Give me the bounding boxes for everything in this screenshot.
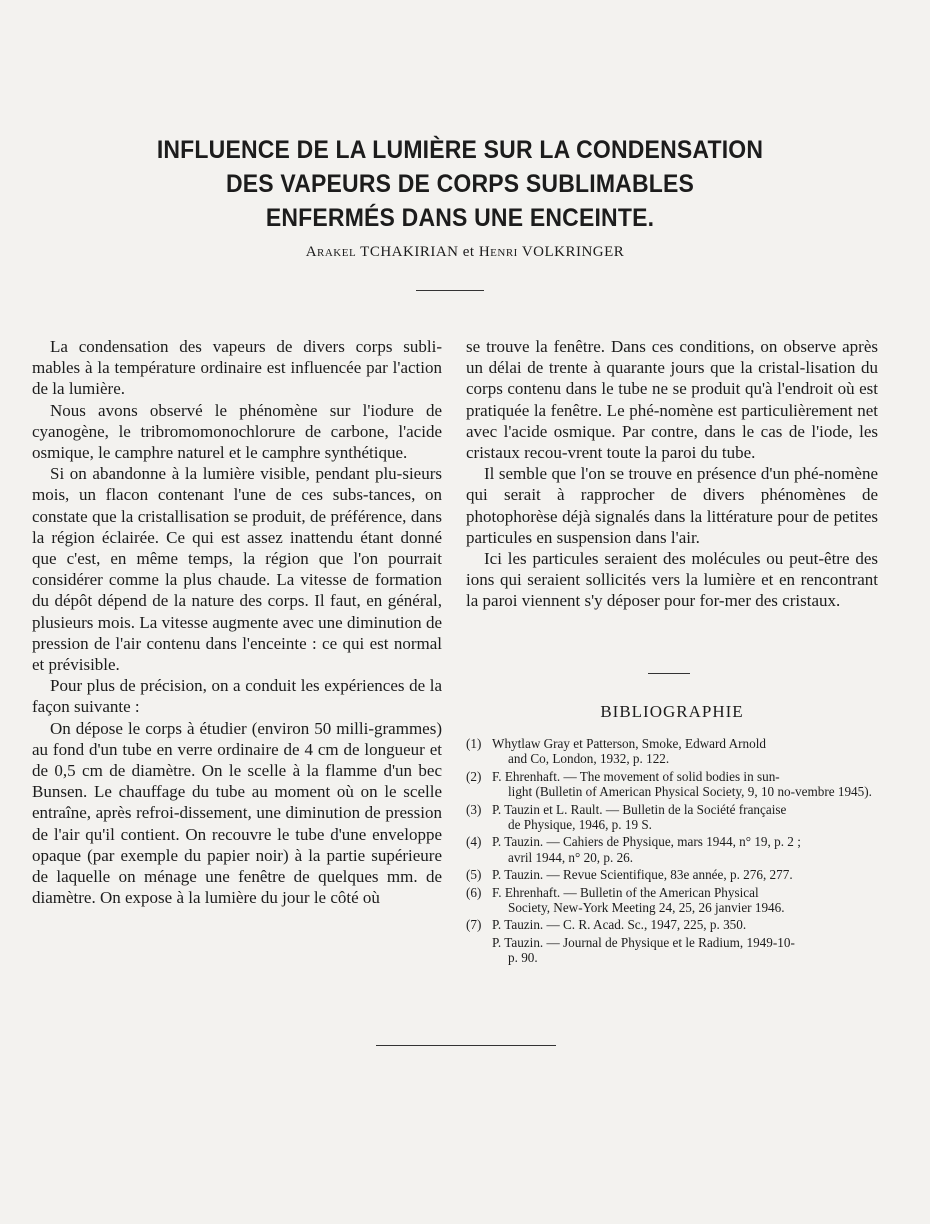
entry-text: P. Tauzin. — Revue Scientifique, 83e année, p. 276, 277.: [492, 867, 793, 883]
paragraph: se trouve la fenêtre. Dans ces conditions, on observe après un délai de trente à quarante jours que la cristal-lisation du corps contenu dans le tube ne se produit qu'à l'endroit où est pratiquée la fenêtre. Le phé-nomène est particulièrement net avec l'acide osmique. Par contre, dans le cas de l'iode, les cristaux recou-vrent toute la paroi du tube.: [466, 337, 878, 463]
author-conjunction: et: [462, 244, 475, 260]
entry-number: [466, 935, 492, 966]
paragraph: La condensation des vapeurs de divers corps subli-mables à la température ordinaire est influencée par l'action de la lumière.: [32, 337, 442, 399]
author-1-given-name: Arakel: [305, 244, 357, 260]
entry-text: P. Tauzin. — Journal de Physique et le Radium, 1949-10-: [492, 934, 795, 950]
entry-text: Whytlaw Gray et Patterson, Smoke, Edward Arnold: [492, 736, 766, 751]
entry-text-cont: de Physique, 1946, p. 19 S.: [508, 817, 652, 833]
entry-text-cont: and Co, London, 1932, p. 122.: [508, 751, 670, 767]
bibliography-entry: [466, 802, 880, 833]
author-line: [0, 244, 930, 261]
paragraph: Ici les particules seraient des molécules ou peut-être des ions qui seraient sollicités vers la lumière et en rencontrant la paroi viennent s'y déposer pour for-mer des cristaux.: [466, 549, 878, 611]
entry-number: (1): [466, 736, 482, 751]
bibliography-heading: BIBLIOGRAPHIE: [600, 702, 744, 721]
author-2-given-name: Henri: [478, 244, 518, 260]
bibliography-entry: [466, 834, 880, 865]
article-title: [92, 133, 828, 235]
entry-text-cont: p. 90.: [508, 950, 538, 966]
entry-number: (7): [466, 917, 482, 933]
section-divider: [648, 673, 690, 674]
bibliography-entry: [466, 885, 880, 916]
title-divider: [416, 290, 484, 291]
paragraph: Pour plus de précision, on a conduit les expériences de la façon suivante :: [32, 676, 442, 717]
entry-text-cont: light (Bulletin of American Physical Society, 9, 10 no-vembre 1945).: [508, 784, 872, 800]
entry-number: (6): [466, 884, 482, 900]
bibliography-list: [466, 736, 880, 968]
bibliography-entry: [466, 917, 880, 932]
title-line-3: ENFERMÉS DANS UNE ENCEINTE.: [265, 204, 655, 232]
paragraph: Si on abandonne à la lumière visible, pendant plu-sieurs mois, un flacon contenant l'une de ces subs-tances, on constate que la cristallisation se produit, de préférence, dans la région éclairée. Ce qui est assez inattendu étant donné que c'est, en même temps, la région que l'on pourrait considérer comme la plus chaude. La vitesse de formation du dépôt dépend de la nature des corps. Il faut, en général, plusieurs mois. La vitesse augmente avec une diminution de pression de l'air contenu dans l'enceinte : ce qui est normal et prévisible.: [32, 464, 442, 675]
entry-text: F. Ehrenhaft. — The movement of solid bodies in sun-: [492, 768, 780, 784]
entry-text-cont: Society, New-York Meeting 24, 25, 26 janvier 1946.: [508, 900, 785, 916]
entry-number: (4): [466, 834, 482, 850]
entry-number: (2): [466, 768, 482, 784]
title-line-1: INFLUENCE DE LA LUMIÈRE SUR LA CONDENSATION: [156, 136, 764, 164]
entry-text: P. Tauzin et L. Rault. — Bulletin de la Société française: [492, 801, 787, 817]
right-column: [466, 336, 878, 612]
entry-text: P. Tauzin. — Cahiers de Physique, mars 1944, n° 19, p. 2 ;: [492, 834, 801, 850]
paragraph: On dépose le corps à étudier (environ 50 milli-grammes) au fond d'un tube en verre ordinaire de 4 cm de longueur et de 0,5 cm de diamètre. On le scelle à la flamme d'un bec Bunsen. Le chauffage du tube au moment où on le scelle entraîne, après refroi-dissement, une diminution de pression de l'air qu'il contient. On recouvre le tube d'une enveloppe opaque (par exemple du papier noir) à la partie supérieure de laquelle on ménage une fenêtre de quelques mm. de diamètre. On expose à la lumière du jour le côté où: [32, 718, 442, 908]
entry-text: F. Ehrenhaft. — Bulletin of the American Physical: [492, 884, 759, 900]
paragraph: Il semble que l'on se trouve en présence d'un phé-nomène qui serait à rapprocher de divers phénomènes de photophorèse déjà signalés dans la littérature pour de petites particules en suspension dans l'air.: [466, 464, 878, 547]
author-1-family-name: TCHAKIRIAN: [360, 244, 459, 260]
bibliography-entry: [466, 867, 880, 882]
title-line-2: DES VAPEURS DE CORPS SUBLIMABLES: [225, 170, 695, 198]
bibliography-entry: [466, 769, 880, 800]
left-column: [32, 336, 442, 908]
end-divider: [376, 1045, 556, 1046]
entry-text: P. Tauzin. — C. R. Acad. Sc., 1947, 225, p. 350.: [492, 917, 747, 933]
entry-number: (3): [466, 801, 482, 817]
entry-number: (5): [466, 867, 482, 883]
entry-text-cont: avril 1944, n° 20, p. 26.: [508, 849, 634, 865]
author-2-family-name: VOLKRINGER: [521, 244, 625, 260]
bibliography-entry: [466, 736, 880, 767]
paragraph: Nous avons observé le phénomène sur l'iodure de cyanogène, le tribromomonochlorure de carbone, l'acide osmique, le camphre naturel et le camphre synthétique.: [32, 400, 442, 463]
bibliography-entry: [466, 935, 880, 966]
